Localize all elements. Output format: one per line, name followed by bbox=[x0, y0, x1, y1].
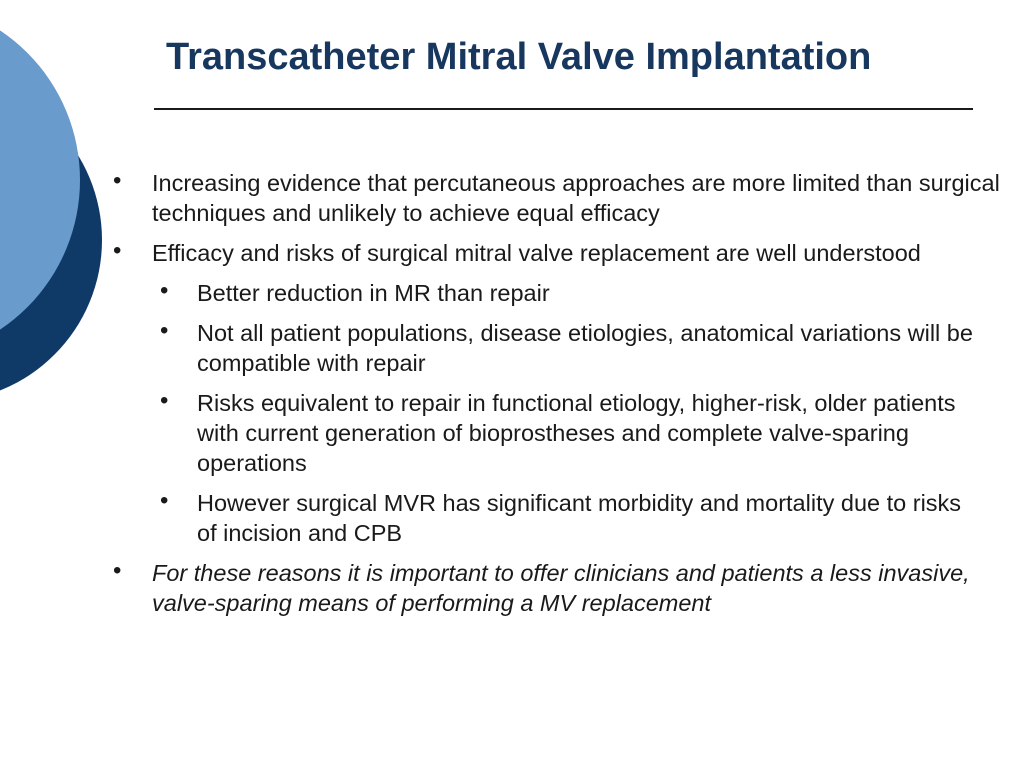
bullet-item bbox=[0, 168, 1002, 228]
bullet-text: Increasing evidence that percutaneous approaches are more limited than surgical techniques and unlikely to achieve equal efficacy bbox=[152, 170, 1000, 226]
bullet-marker: • bbox=[160, 387, 169, 414]
bullet-marker: • bbox=[113, 237, 122, 264]
title-underline bbox=[154, 108, 973, 110]
bullet-text: Risks equivalent to repair in functional etiology, higher-risk, older patients with current generation of bioprostheses and complete valve-sparing operations bbox=[197, 390, 956, 476]
bullet-marker: • bbox=[160, 317, 169, 344]
slide-title: Transcatheter Mitral Valve Implantation bbox=[166, 36, 872, 78]
sub-bullet-item bbox=[0, 488, 987, 548]
bullet-text: For these reasons it is important to offer clinicians and patients a less invasive, valve-sparing means of performing a MV replacement bbox=[152, 560, 970, 616]
sub-bullet-item bbox=[0, 388, 987, 478]
bullet-item bbox=[0, 238, 1002, 268]
bullet-marker: • bbox=[160, 277, 169, 304]
bullet-text: Better reduction in MR than repair bbox=[197, 280, 550, 306]
bullet-text: Efficacy and risks of surgical mitral valve replacement are well understood bbox=[152, 240, 921, 266]
bullet-marker: • bbox=[160, 487, 169, 514]
bullet-marker: • bbox=[113, 167, 122, 194]
bullet-text: Not all patient populations, disease etiologies, anatomical variations will be compatible with repair bbox=[197, 320, 973, 376]
bullet-text: However surgical MVR has significant morbidity and mortality due to risks of incision and CPB bbox=[197, 490, 962, 546]
bullet-list bbox=[0, 168, 1024, 618]
sub-bullet-item bbox=[0, 318, 987, 378]
bullet-item bbox=[0, 558, 1002, 618]
sub-bullet-item bbox=[0, 278, 987, 308]
bullet-marker: • bbox=[113, 557, 122, 584]
